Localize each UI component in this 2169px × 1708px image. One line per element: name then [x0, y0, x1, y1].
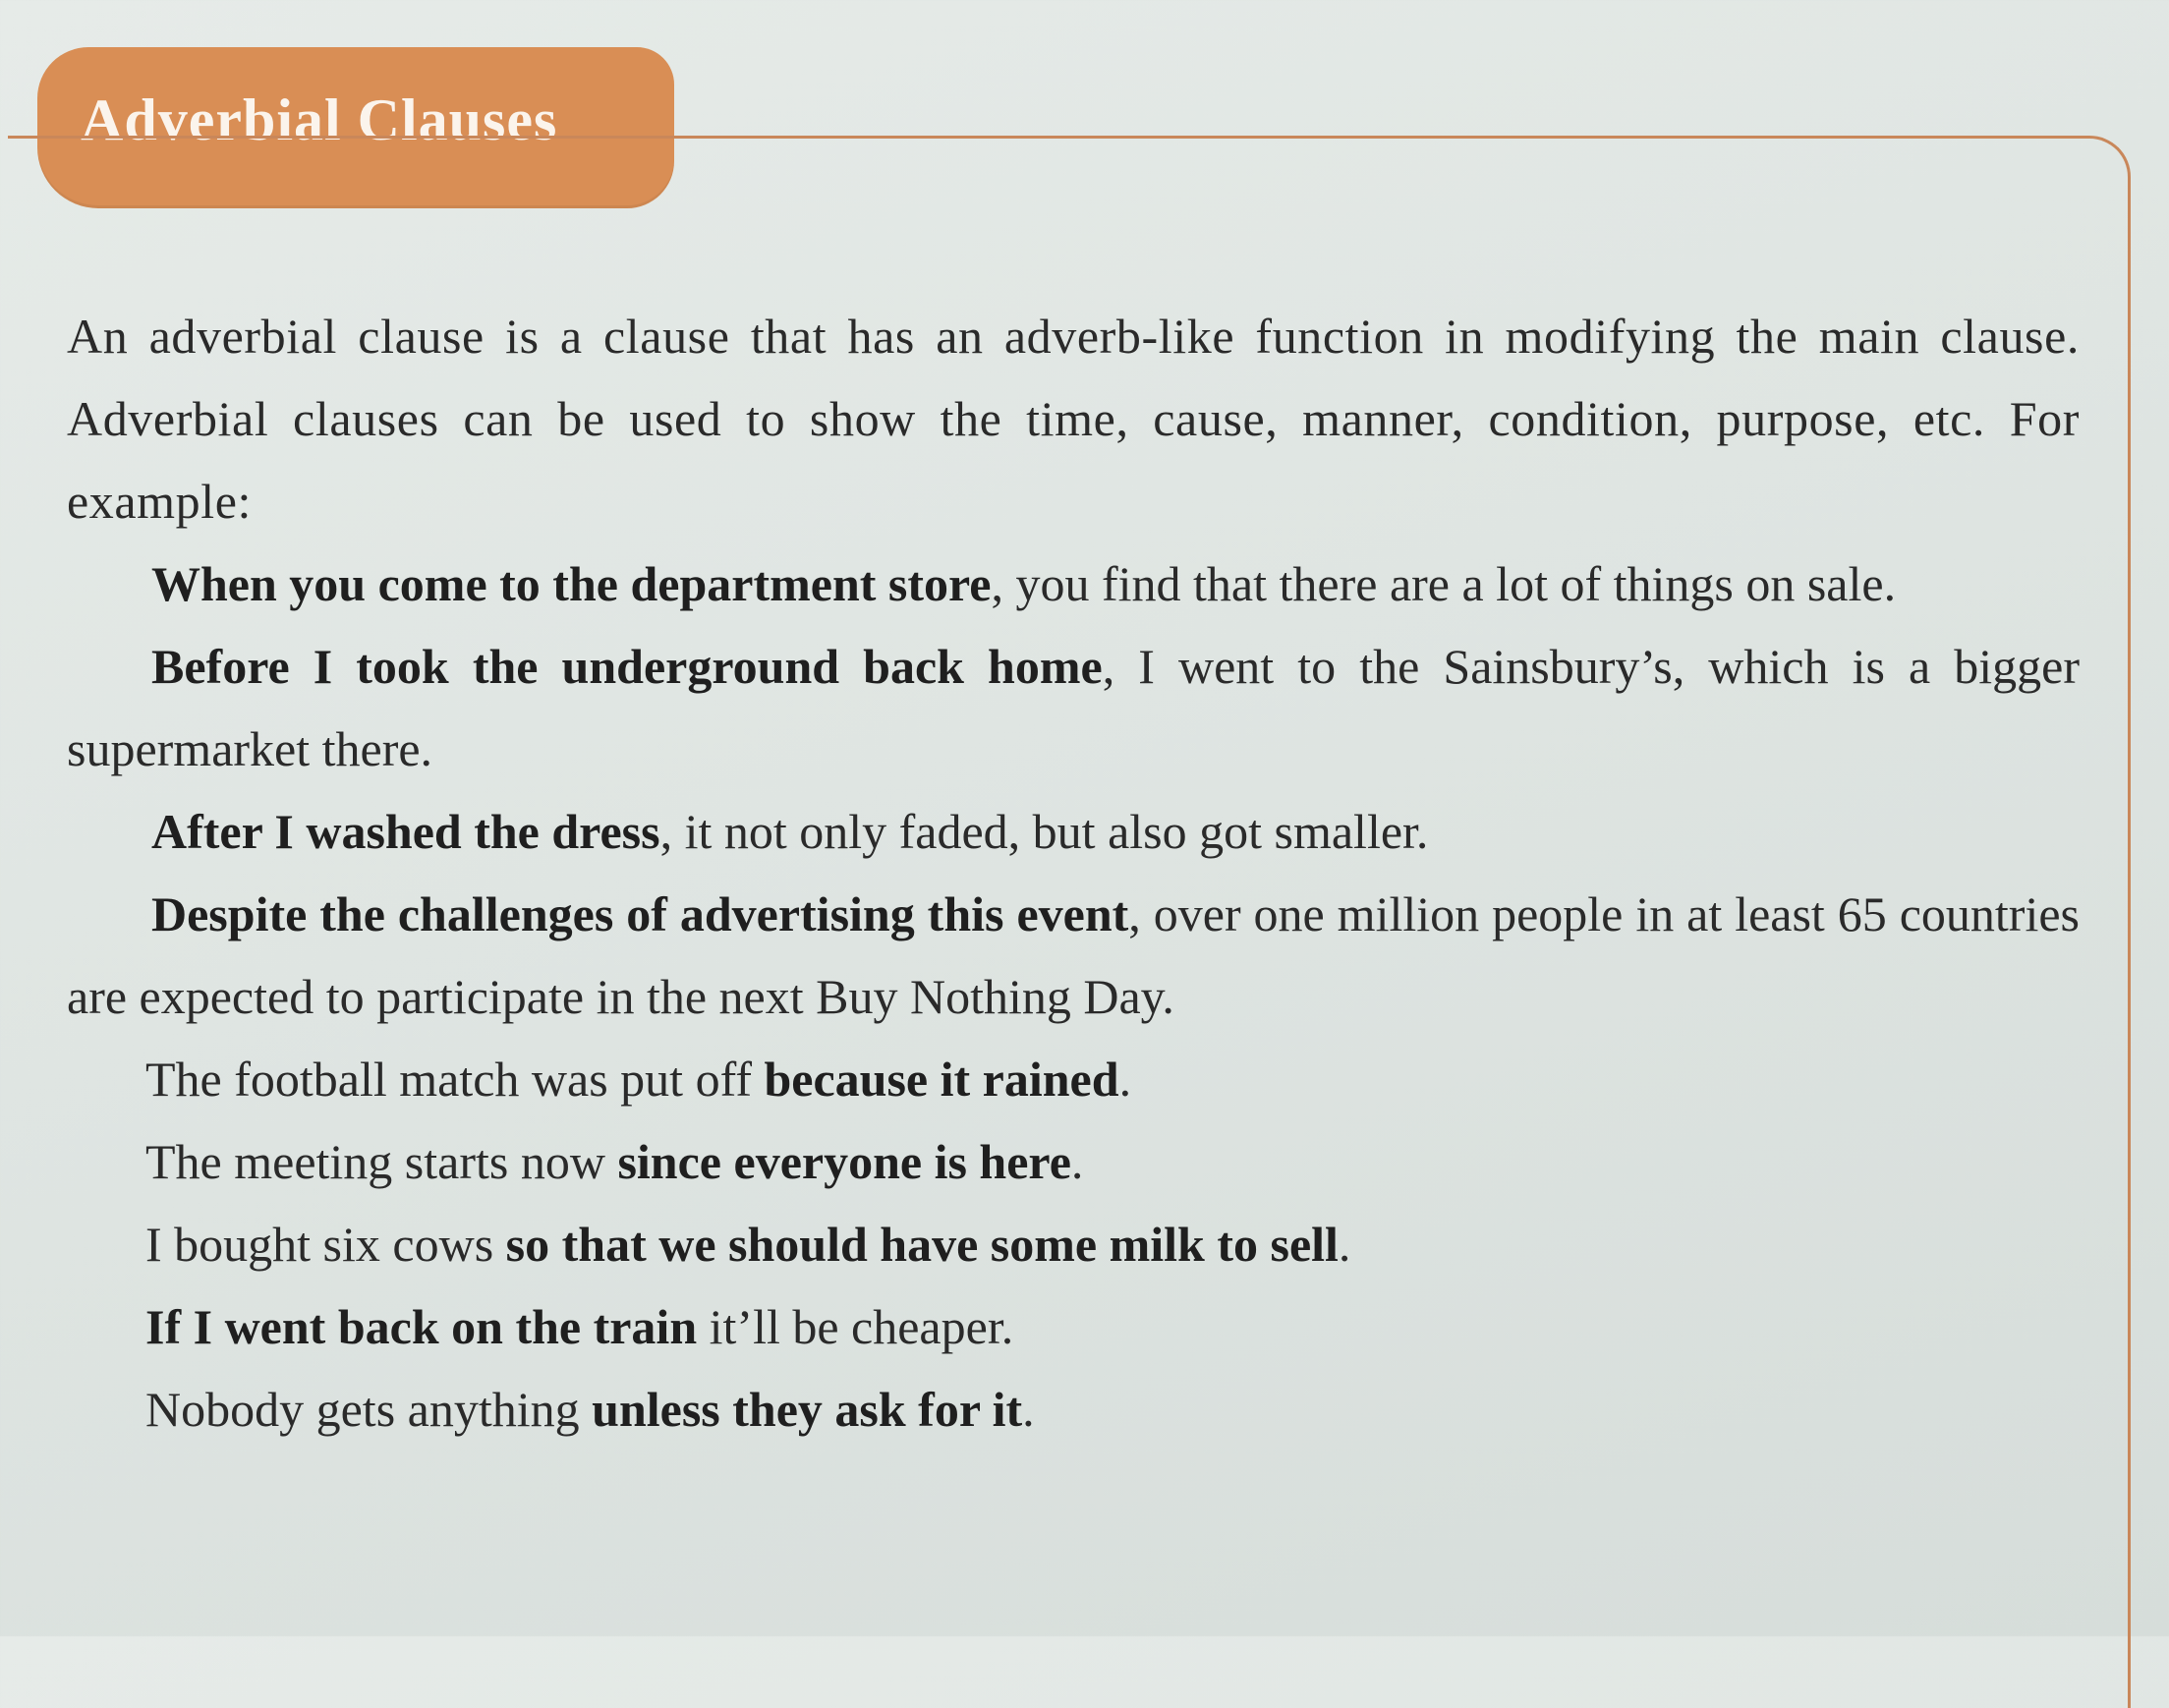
section-title: Adverbial Clauses [81, 87, 558, 152]
adverbial-clause-5: because it rained [764, 1052, 1119, 1107]
adverbial-clause-4: Despite the challenges of advertising this event [151, 886, 1129, 941]
adverbial-clause-7: so that we should have some milk to sell [505, 1217, 1339, 1272]
adverbial-clause-6: since everyone is here [617, 1134, 1071, 1189]
adverbial-clause-1: When you come to the department store [151, 556, 992, 611]
example-sentence-8: If I went back on the train it’ll be cheaper. [145, 1299, 1014, 1354]
adverbial-clause-3: After I washed the dress [151, 804, 660, 859]
grammar-explanation [67, 295, 2080, 1451]
example-sentence-3: After I washed the dress, it not only faded, but also got smaller. [151, 804, 1429, 859]
example-sentence-5: The football match was put off because it rained. [145, 1052, 1132, 1107]
adverbial-clause-2: Before I took the underground back home [151, 639, 1103, 694]
example-sentence-7: I bought six cows so that we should have some milk to sell. [145, 1217, 1351, 1272]
example-sentence-1: When you come to the department store, you find that there are a lot of things on sale. [151, 556, 1897, 611]
adverbial-clause-8: If I went back on the train [145, 1299, 698, 1354]
adverbial-clause-9: unless they ask for it [592, 1382, 1023, 1437]
example-sentence-6: The meeting starts now since everyone is here. [145, 1134, 1084, 1189]
example-sentence-2: Before I took the underground back home, I went to the Sainsbury’s, which is a bigger supermarket there. [67, 639, 2081, 776]
intro-paragraph: An adverbial clause is a clause that has an adverb-like function in modifying the main clause. Adverbial clauses can be used to show the time, cause, manner, condition, purpose, etc. For example: [67, 309, 2080, 529]
example-sentence-9: Nobody gets anything unless they ask for it. [145, 1382, 1035, 1437]
example-sentence-4: Despite the challenges of advertising this event, over one million people in at least 65 countries are expected to participate in the next Buy Nothing Day. [67, 886, 2081, 1024]
